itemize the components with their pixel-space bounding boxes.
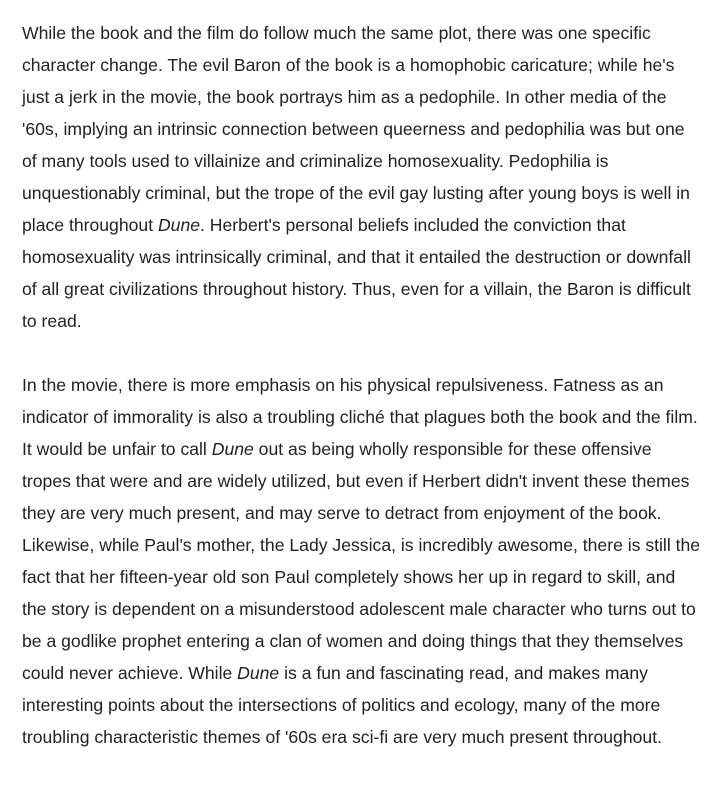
book-title-dune: Dune [211, 439, 254, 459]
book-title-dune: Dune [237, 663, 280, 683]
article-body [22, 17, 702, 753]
paragraph-2-text-2: out as being wholly responsible for these offensive tropes that were and are widely utilized, but even if Herbert didn't invent these themes they are very much present, and may serve to detract from enjoyment of the book. Likewise, while Paul's mother, the Lady Jessica, is incredibly awesome, there is still the fact that her fifteen-year old son Paul completely shows her up in regard to skill, and the story is dependent on a misunderstood adolescent male character who turns out to be a godlike prophet entering a clan of women and doing things that they themselves could never achieve. While [22, 439, 701, 683]
book-title-dune: Dune [157, 215, 201, 235]
paragraph-1-text-2: . Herbert's personal beliefs included the conviction that homosexuality was intrinsically criminal, and that it entailed the destruction or downfall of all great civilizations throughout history. Thus, even for a villain, the Baron is difficult to read. [22, 215, 691, 331]
paragraph-2-text-3: is a fun and fascinating read, and makes many interesting points about the intersections of politics and ecology, many of the more troubling characteristic themes of '60s era sci-fi are very much present throughout. [22, 663, 662, 747]
paragraph-2 [22, 369, 702, 753]
paragraph-1-text-1: While the book and the film do follow much the same plot, there was one specific character change. The evil Baron of the book is a homophobic caricature; while he's just a jerk in the movie, the book portrays him as a pedophile. In other media of the '60s, implying an intrinsic connection between queerness and pedophilia was but one of many tools used to villainize and criminalize homosexuality. Pedophilia is unquestionably criminal, but the trope of the evil gay lusting after young boys is well in place throughout [22, 23, 690, 235]
paragraph-1 [22, 17, 702, 337]
paragraph-2-text-1: In the movie, there is more emphasis on his physical repulsiveness. Fatness as an indicator of immorality is also a troubling cliché that plagues both the book and the film. It would be unfair to call [22, 375, 698, 459]
